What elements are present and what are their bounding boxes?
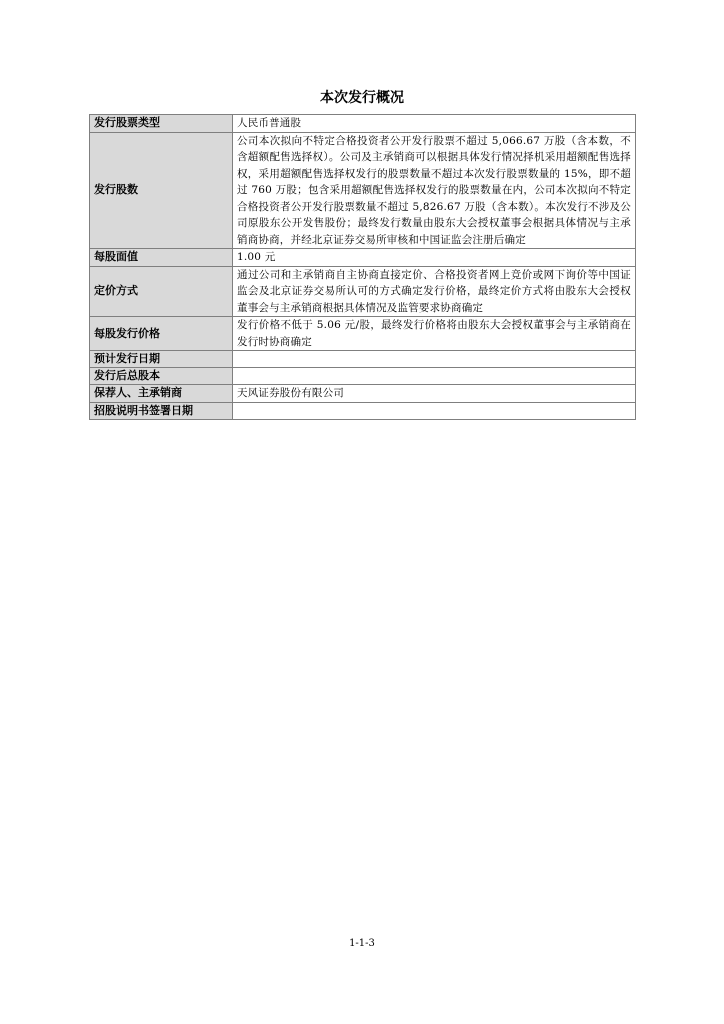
row-value: [233, 351, 636, 368]
row-value: [233, 368, 636, 385]
row-value: 天风证券股份有限公司: [233, 385, 636, 403]
row-value: 公司本次拟向不特定合格投资者公开发行股票不超过 5,066.67 万股（含本数，不含超额配售选择权）。公司及主承销商可以根据具体发行情况择机采用超额配售选择权，采用超额配售选择权发行的股票数量不超过本次发行股票数量的 15%，即不超过 760 万股；包含采用超额配售选择权发行的股票数量在内，公司本次拟向不特定合格投资者公开发行股票数量不超过 5,826.67 万股（含本数）。本次发行不涉及公司原股东公开发售股份；最终发行数量由股东大会授权董事会根据具体情况与主承销商协商，并经北京证券交易所审核和中国证监会注册后确定: [233, 132, 636, 249]
table-row-par-value: [90, 249, 636, 267]
table-row-stock-type: [90, 115, 636, 133]
document-title: 本次发行概况: [320, 90, 404, 106]
table-row-sponsor-underwriter: [90, 385, 636, 403]
table-row-total-shares-after: [90, 368, 636, 385]
row-label: 定价方式: [90, 266, 233, 317]
row-value: [233, 402, 636, 419]
row-label: 预计发行日期: [90, 351, 233, 368]
row-value: 通过公司和主承销商自主协商直接定价、合格投资者网上竞价或网下询价等中国证监会及北京证券交易所认可的方式确定发行价格，最终定价方式将由股东大会授权董事会与主承销商根据具体情况及监管要求协商确定: [233, 266, 636, 317]
row-label: 发行股票类型: [90, 115, 233, 133]
row-label: 发行股数: [90, 132, 233, 249]
row-value: 发行价格不低于 5.06 元/股，最终发行价格将由股东大会授权董事会与主承销商在发行时协商确定: [233, 317, 636, 351]
page-number: 1-1-3: [349, 938, 375, 949]
table-row-issue-price: [90, 317, 636, 351]
row-value: 人民币普通股: [233, 115, 636, 133]
issuance-overview-table: [89, 114, 636, 420]
row-label: 每股面值: [90, 249, 233, 267]
table-row-expected-issue-date: [90, 351, 636, 368]
table-row-share-count: [90, 132, 636, 249]
row-label: 保荐人、主承销商: [90, 385, 233, 403]
row-label: 每股发行价格: [90, 317, 233, 351]
row-label: 发行后总股本: [90, 368, 233, 385]
row-label: 招股说明书签署日期: [90, 402, 233, 419]
table-row-prospectus-sign-date: [90, 402, 636, 419]
table-row-pricing-method: [90, 266, 636, 317]
row-value: 1.00 元: [233, 249, 636, 267]
